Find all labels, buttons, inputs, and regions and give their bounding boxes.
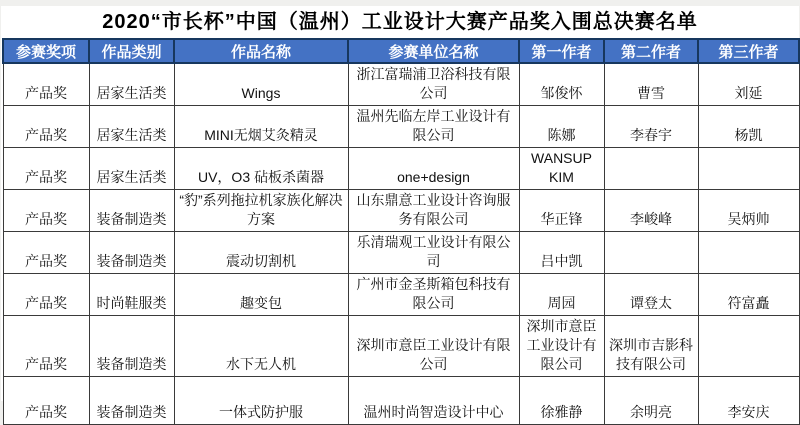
table-cell: 周园 [519,274,604,316]
column-header: 作品名称 [174,39,348,63]
table-cell: 产品奖 [3,274,89,316]
table-cell: 产品奖 [3,148,89,190]
table-cell: 符富矗 [698,274,799,316]
table-cell: Wings [174,63,348,106]
table-row [3,316,799,377]
table-cell: 吕中凯 [519,232,604,274]
table-cell: 震动切割机 [174,232,348,274]
table-cell [698,148,799,190]
table-cell: 陈娜 [519,106,604,148]
table-cell: “豹”系列拖拉机家族化解决方案 [174,190,348,232]
table-row [3,274,799,316]
table-cell: 产品奖 [3,232,89,274]
table-row [3,190,799,232]
column-header: 第二作者 [604,39,698,63]
table-cell: 居家生活类 [89,148,174,190]
table-cell: 乐清瑞观工业设计有限公司 [348,232,519,274]
table-cell: 刘延 [698,63,799,106]
table-cell: 产品奖 [3,63,89,106]
page-title: 2020“市长杯”中国（温州）工业设计大赛产品奖入围总决赛名单 [102,11,698,33]
table-cell: 邹俊怀 [519,63,604,106]
table-row [3,63,799,106]
table-cell: MINI无烟艾灸精灵 [174,106,348,148]
table-cell: one+design [348,148,519,190]
column-header: 作品类别 [89,39,174,63]
table-cell: 时尚鞋服类 [89,274,174,316]
table-cell [604,232,698,274]
table-cell: 装备制造类 [89,316,174,377]
table-cell: 居家生活类 [89,106,174,148]
table-cell: 李春宇 [604,106,698,148]
table-cell: 装备制造类 [89,377,174,425]
table-cell: 温州先临左岸工业设计有限公司 [348,106,519,148]
table-row [3,148,799,190]
table-cell: 谭登太 [604,274,698,316]
table-header [3,39,799,63]
table-cell: 浙江富瑞浦卫浴科技有限公司 [348,63,519,106]
header-row [3,39,799,63]
table-cell: 深圳市意臣工业设计有限公司 [348,316,519,377]
table-cell: 李安庆 [698,377,799,425]
table-cell: 产品奖 [3,377,89,425]
table-cell: 吴炳帅 [698,190,799,232]
table-cell: 李峻峰 [604,190,698,232]
table-cell: 水下无人机 [174,316,348,377]
table-cell: 徐雅静 [519,377,604,425]
table-cell: 山东鼎意工业设计咨询服务有限公司 [348,190,519,232]
table-cell: UV，O3 砧板杀菌器 [174,148,348,190]
table-cell [698,316,799,377]
table-cell: WANSUP KIM [519,148,604,190]
table-row [3,106,799,148]
table-cell: 趣变包 [174,274,348,316]
table-cell: 居家生活类 [89,63,174,106]
award-finalists-table [2,38,800,425]
table-cell: 深圳市吉影科技有限公司 [604,316,698,377]
column-header: 参赛单位名称 [348,39,519,63]
table-cell: 余明亮 [604,377,698,425]
table-cell: 杨凯 [698,106,799,148]
table-cell: 一体式防护服 [174,377,348,425]
table-cell [698,232,799,274]
table-cell: 装备制造类 [89,190,174,232]
table-cell: 广州市金圣斯箱包科技有限公司 [348,274,519,316]
table-cell: 产品奖 [3,316,89,377]
table-cell: 产品奖 [3,190,89,232]
column-header: 第一作者 [519,39,604,63]
table-cell: 装备制造类 [89,232,174,274]
column-header: 参赛奖项 [3,39,89,63]
table-cell: 深圳市意臣工业设计有限公司 [519,316,604,377]
table-row [3,232,799,274]
table-body [3,63,799,425]
table-cell: 温州时尚智造设计中心 [348,377,519,425]
table-cell: 曹雪 [604,63,698,106]
table-cell: 华正锋 [519,190,604,232]
table-cell [604,148,698,190]
table-cell: 产品奖 [3,106,89,148]
column-header: 第三作者 [698,39,799,63]
